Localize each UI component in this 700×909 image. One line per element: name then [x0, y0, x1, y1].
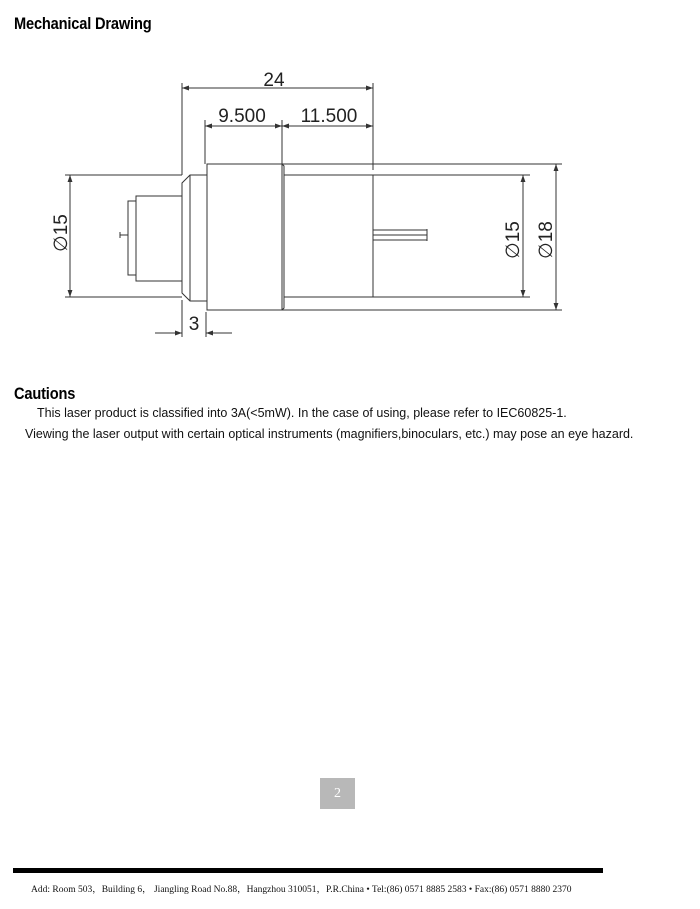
dim-label-right-diameter-inner: ∅15 [503, 221, 524, 259]
connector-stub [128, 201, 136, 275]
caution-line-classification: This laser product is classified into 3A(<5mW). In the case of using, please refer to IEC60825-1. [37, 406, 567, 420]
mechanical-drawing [0, 0, 700, 360]
dim-label-11500: 11.500 [300, 106, 358, 127]
rear-cap [136, 196, 182, 281]
dim-label-3: 3 [188, 314, 200, 335]
dim-label-9500: 9.500 [218, 106, 266, 127]
dim-label-24: 24 [263, 70, 285, 91]
pins [373, 229, 427, 241]
cautions-title: Cautions [14, 384, 76, 403]
rear-body [284, 175, 373, 297]
footer-divider [13, 868, 603, 873]
caution-line-eye-hazard: Viewing the laser output with certain optical instruments (magnifiers,binoculars, etc.) may pose an eye hazard. [25, 427, 634, 441]
footer-address: Add: Room 503，Building 6， Jiangling Road No.88，Hangzhou 310051，P.R.China • Tel:(86) 0571 8885 2583 • Fax:(86) 0571 8880 2370 [31, 885, 572, 895]
chamfer-section [182, 175, 207, 301]
dim-label-left-diameter: ∅15 [51, 214, 72, 252]
dim-label-right-diameter-outer: ∅18 [536, 221, 557, 259]
front-body [207, 164, 282, 310]
mechanical-drawing-title: Mechanical Drawing [14, 14, 152, 33]
page-number: 2 [320, 778, 355, 809]
